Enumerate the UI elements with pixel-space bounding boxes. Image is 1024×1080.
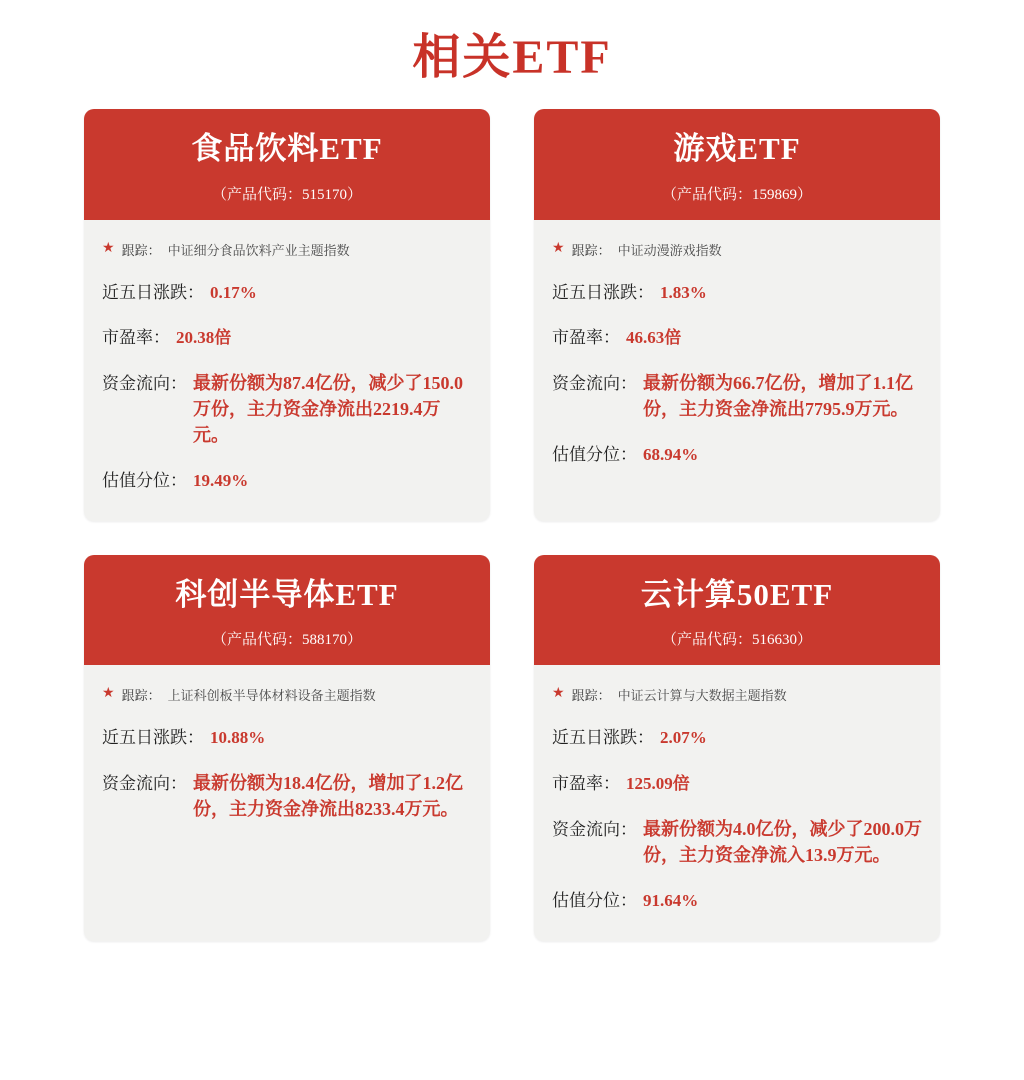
flow-row <box>552 360 922 431</box>
valuation-value: 19.49% <box>193 471 249 491</box>
etf-card[interactable] <box>84 555 490 941</box>
flow-value: 最新份额为4.0亿份，减少了200.0万份，主力资金净流入13.9万元。 <box>643 818 922 865</box>
flow-row <box>102 760 472 831</box>
track-label: 跟踪： <box>121 242 161 258</box>
code-prefix: （产品代码： <box>661 186 752 203</box>
five-day-label: 近五日涨跌： <box>552 728 654 748</box>
track-label: 跟踪： <box>571 242 611 258</box>
five-day-row <box>552 269 922 315</box>
etf-code <box>544 628 930 649</box>
five-day-label: 近五日涨跌： <box>102 728 204 748</box>
track-label: 跟踪： <box>571 688 611 704</box>
page-title: 相关ETF <box>412 31 612 84</box>
pe-label: 市盈率： <box>552 774 620 794</box>
track-index: 上证科创板半导体材料设备主题指数 <box>167 688 376 704</box>
pe-label: 市盈率： <box>102 328 170 348</box>
track-row <box>552 234 922 269</box>
etf-name: 食品饮料ETF <box>191 131 383 166</box>
code-value: 515170 <box>302 186 347 203</box>
flow-row <box>102 360 472 457</box>
code-value: 516630 <box>752 632 797 649</box>
etf-card[interactable] <box>534 109 940 521</box>
star-icon: ★ <box>102 240 115 256</box>
code-prefix: （产品代码： <box>211 632 302 649</box>
etf-card-header <box>84 109 490 220</box>
code-suffix: ） <box>347 632 363 649</box>
etf-name: 云计算50ETF <box>640 576 834 612</box>
pe-row <box>102 314 472 360</box>
track-label: 跟踪： <box>121 688 161 704</box>
five-day-value: 1.83% <box>660 282 707 302</box>
pe-value: 20.38倍 <box>176 328 232 348</box>
five-day-label: 近五日涨跌： <box>552 282 654 302</box>
etf-card-header <box>534 109 940 220</box>
flow-value: 最新份额为18.4亿份，增加了1.2亿份，主力资金净流出8233.4万元。 <box>193 773 463 820</box>
track-index: 中证动漫游戏指数 <box>617 242 722 258</box>
track-row <box>102 234 472 269</box>
etf-card-body <box>84 220 490 521</box>
etf-card-grid <box>84 109 940 941</box>
code-suffix: ） <box>797 632 813 649</box>
flow-label: 资金流向： <box>552 819 637 839</box>
valuation-value: 68.94% <box>643 445 699 465</box>
five-day-label: 近五日涨跌： <box>102 282 204 302</box>
etf-code <box>94 183 480 204</box>
five-day-row <box>102 714 472 760</box>
five-day-value: 0.17% <box>210 282 257 302</box>
code-value: 588170 <box>302 632 347 649</box>
etf-card-body <box>84 665 490 940</box>
star-icon: ★ <box>552 240 565 256</box>
flow-row <box>552 806 922 877</box>
pe-value: 46.63倍 <box>626 328 682 348</box>
valuation-label: 估值分位： <box>552 445 637 465</box>
flow-value: 最新份额为66.7亿份，增加了1.1亿份，主力资金净流出7795.9万元。 <box>643 372 913 420</box>
pe-row <box>552 314 922 360</box>
code-prefix: （产品代码： <box>211 186 302 203</box>
code-prefix: （产品代码： <box>661 632 752 649</box>
flow-label: 资金流向： <box>102 373 187 393</box>
etf-code <box>94 628 480 649</box>
valuation-label: 估值分位： <box>552 890 637 910</box>
track-row <box>102 679 472 714</box>
code-value: 159869 <box>752 186 797 203</box>
etf-card-header <box>534 555 940 666</box>
valuation-row <box>552 877 922 923</box>
etf-card[interactable] <box>84 109 490 521</box>
five-day-row <box>102 269 472 315</box>
etf-code <box>544 183 930 204</box>
pe-value: 125.09倍 <box>626 774 690 794</box>
code-suffix: ） <box>797 186 813 203</box>
five-day-value: 10.88% <box>210 728 266 748</box>
flow-label: 资金流向： <box>552 373 637 393</box>
valuation-row <box>552 431 922 477</box>
track-index: 中证细分食品饮料产业主题指数 <box>167 242 350 258</box>
etf-card-body <box>534 220 940 521</box>
etf-name: 游戏ETF <box>673 131 801 166</box>
valuation-label: 估值分位： <box>102 471 187 491</box>
five-day-value: 2.07% <box>660 728 707 748</box>
etf-card-body <box>534 665 940 940</box>
etf-card-header <box>84 555 490 666</box>
code-suffix: ） <box>347 186 363 203</box>
star-icon: ★ <box>102 686 115 702</box>
flow-value: 最新份额为87.4亿份，减少了150.0万份，主力资金净流出2219.4万元。 <box>193 372 463 446</box>
track-row <box>552 679 922 714</box>
five-day-row <box>552 714 922 760</box>
valuation-row <box>102 457 472 503</box>
flow-label: 资金流向： <box>102 774 187 794</box>
etf-name: 科创半导体ETF <box>175 576 399 612</box>
track-index: 中证云计算与大数据主题指数 <box>617 688 787 704</box>
pe-label: 市盈率： <box>552 328 620 348</box>
etf-card[interactable] <box>534 555 940 941</box>
valuation-value: 91.64% <box>643 890 699 910</box>
star-icon: ★ <box>552 686 565 702</box>
pe-row <box>552 760 922 806</box>
